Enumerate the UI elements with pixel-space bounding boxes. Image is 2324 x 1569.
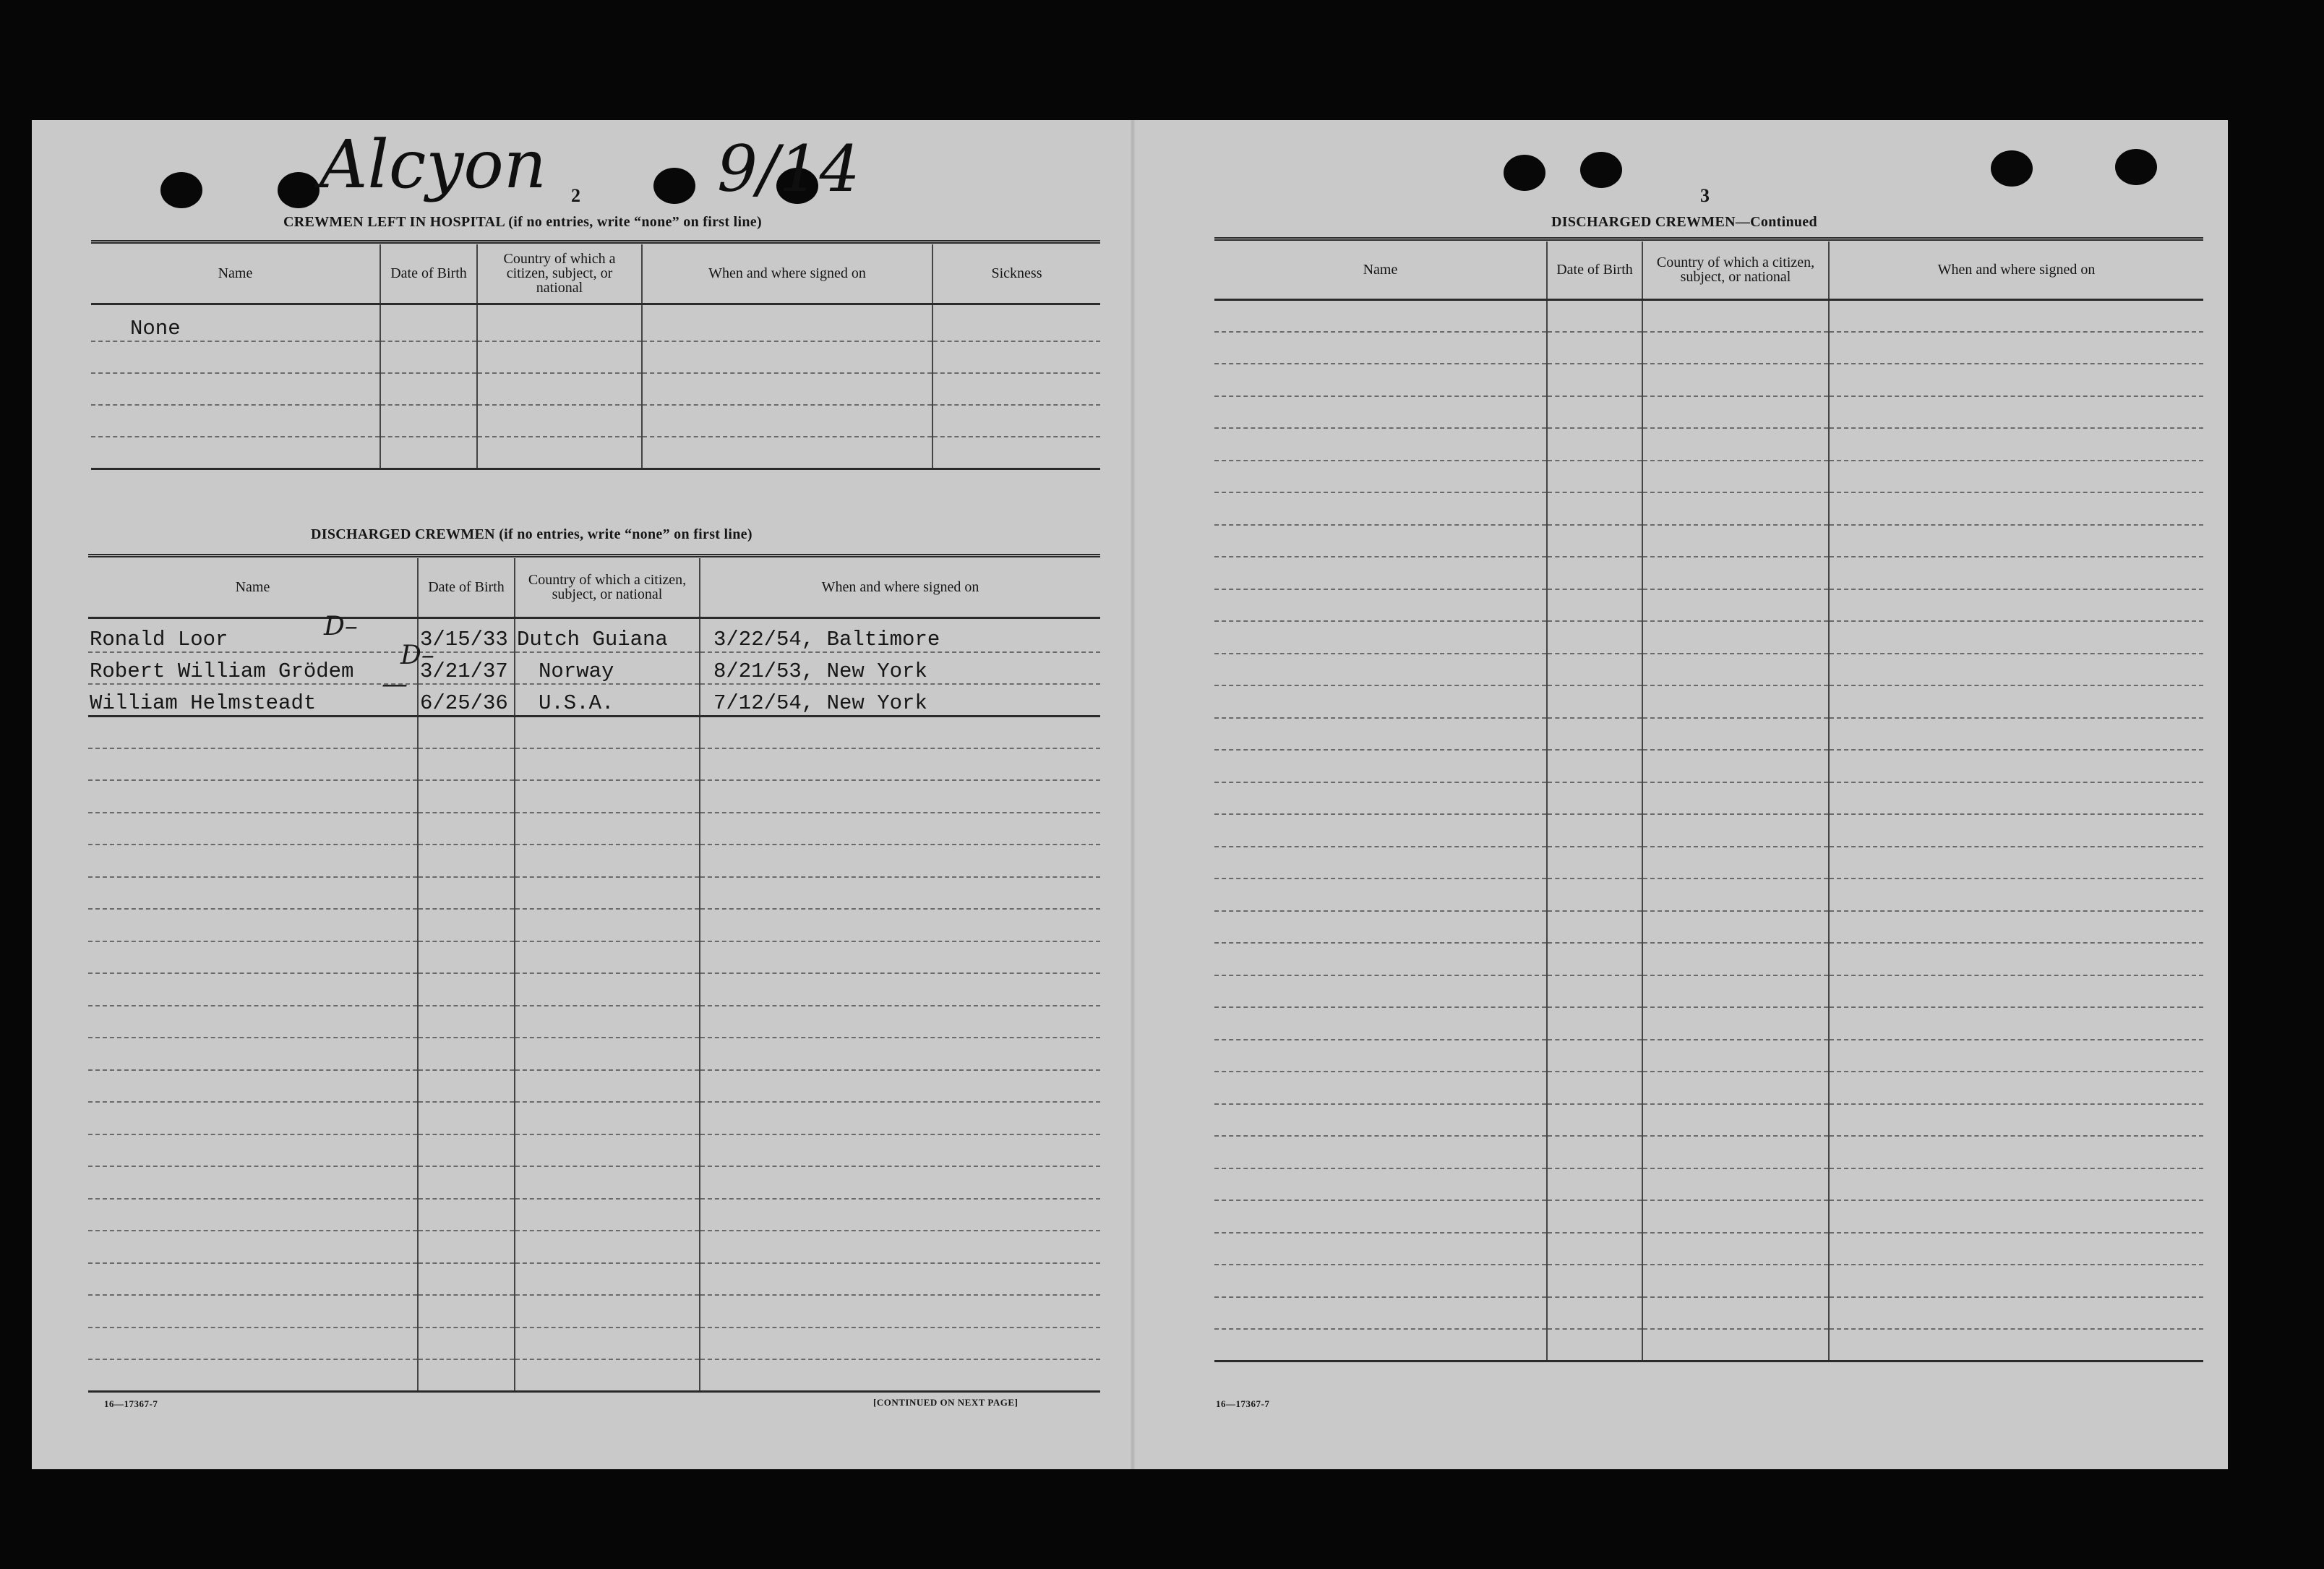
table-row [1214,1072,2203,1104]
col-sickness: Sickness [932,244,1100,304]
date-handwritten: 9/14 [717,132,860,206]
crew-signed-on: 8/21/53, New York [700,652,1100,684]
table-row [1214,943,2203,975]
table-row [88,1199,1100,1231]
page-number: 3 [1700,185,1710,206]
table-row [88,617,1100,652]
col-country: Country of which a citizen, subject, or national [515,558,700,617]
crew-signed-on: 7/12/54, New York [700,684,1100,716]
form-number: 16—17367-7 [104,1398,158,1409]
table-row [88,909,1100,941]
table-row [1214,911,2203,944]
table-row [88,780,1100,813]
col-signed-on: When and where signed on [1829,241,2203,299]
table-row [1214,654,2203,686]
table-row [1214,557,2203,589]
punch-hole [278,172,320,208]
table-row [88,1328,1100,1360]
col-date-of-birth: Date of Birth [418,558,515,617]
discharged-title-text: DISCHARGED CREWMEN [311,526,495,542]
crew-dob: 6/25/36 [418,684,515,716]
hospital-title-text: CREWMEN LEFT IN HOSPITAL [283,214,505,230]
table-row [88,1359,1100,1392]
double-rule [1214,237,2203,241]
table-row [1214,750,2203,782]
table-row [1214,1040,2203,1072]
table-row [88,1263,1100,1296]
table-row [1214,1233,2203,1265]
col-country: Country of which a citizen, subject, or national [1642,241,1829,299]
table-row [1214,878,2203,911]
continued-note: [CONTINUED ON NEXT PAGE] [873,1397,1019,1408]
table-row [88,1166,1100,1199]
table-row [1214,782,2203,815]
table-row [1214,364,2203,396]
crew-dob: 3/21/37 [418,652,515,684]
col-country: Country of which a citizen, subject, or national [477,244,642,304]
double-rule [88,554,1100,557]
table-row [1214,1104,2203,1137]
table-row [88,1295,1100,1328]
left-page [32,120,1131,1469]
table-row [1214,621,2203,654]
margin-mark: — [382,670,408,699]
table-row [1214,1200,2203,1233]
crew-country: Norway [515,652,700,684]
table-row [88,652,1100,684]
punch-hole [1991,150,2033,187]
table-row [88,973,1100,1006]
continued-table [1214,241,2203,1362]
table-row [88,1134,1100,1167]
hospital-header-row [91,244,1100,304]
table-row [1214,1168,2203,1201]
table-row [88,877,1100,910]
discharged-title-note: (if no entries, write “none” on first line) [499,526,752,542]
table-row [91,373,1100,405]
table-row [1214,685,2203,718]
col-signed-on: When and where signed on [642,244,932,304]
hospital-section-title [283,214,762,231]
crew-name: William Helmsteadt [88,684,418,716]
hospital-cell-name: None [91,304,380,341]
right-page [1135,120,2228,1469]
col-signed-on: When and where signed on [700,558,1100,617]
hospital-table [91,244,1100,470]
punch-hole [160,172,202,208]
table-row [91,437,1100,469]
table-row [1214,1136,2203,1168]
discharged-header-row [88,558,1100,617]
col-date-of-birth: Date of Birth [380,244,477,304]
table-row [1214,847,2203,879]
table-row [88,1231,1100,1263]
table-row [88,716,1100,748]
discharged-section-title [311,526,752,543]
document-sheet [32,120,2228,1469]
table-row [1214,1265,2203,1297]
col-name: Name [1214,241,1547,299]
empty-rows [1214,299,2203,1361]
crew-signed-on: 3/22/54, Baltimore [700,617,1100,652]
table-row [88,1038,1100,1070]
col-name: Name [91,244,380,304]
margin-mark: D– [400,641,434,670]
continued-section-title: DISCHARGED CREWMEN—Continued [1551,214,1817,230]
form-number: 16—17367-7 [1216,1398,1270,1409]
col-date-of-birth: Date of Birth [1547,241,1642,299]
crew-name: Ronald Loor [88,617,418,652]
table-row [1214,525,2203,557]
table-row [91,341,1100,373]
hospital-cell-country [477,304,642,341]
hospital-cell-sickness [932,304,1100,341]
table-row [1214,718,2203,751]
punch-hole [653,168,695,204]
table-row [91,304,1100,341]
table-row [1214,396,2203,429]
table-row [88,684,1100,716]
hospital-title-note: (if no entries, write “none” on first line) [508,214,762,230]
col-name: Name [88,558,418,617]
hospital-cell-signed-on [642,304,932,341]
table-row [1214,461,2203,493]
crew-name: Robert William Grödem [88,652,418,684]
table-row [1214,332,2203,364]
table-row [1214,428,2203,461]
table-row [1214,589,2203,622]
crew-dob: 3/15/33 [418,617,515,652]
table-row [88,813,1100,845]
table-row [1214,1297,2203,1330]
continued-header-row [1214,241,2203,299]
punch-hole [2115,149,2157,185]
table-row [88,1102,1100,1134]
table-row [1214,975,2203,1008]
punch-hole [1504,155,1545,191]
discharged-table [88,558,1100,1393]
table-row [88,1006,1100,1038]
table-row [88,941,1100,974]
punch-hole [1580,152,1622,188]
crew-country: U.S.A. [515,684,700,716]
page-number: 2 [571,185,580,206]
table-row [1214,814,2203,847]
table-row [1214,299,2203,332]
hospital-cell-dob [380,304,477,341]
table-row [88,1070,1100,1103]
margin-mark: D– [324,612,358,641]
double-rule [91,240,1100,244]
table-row [88,748,1100,781]
table-row [91,405,1100,437]
crew-country: Dutch Guiana [515,617,700,652]
table-row [1214,492,2203,525]
table-row [88,845,1100,877]
table-row [1214,1007,2203,1040]
vessel-name-handwritten: Alcyon [320,126,547,203]
table-row [1214,1329,2203,1361]
empty-rows [88,716,1100,1392]
